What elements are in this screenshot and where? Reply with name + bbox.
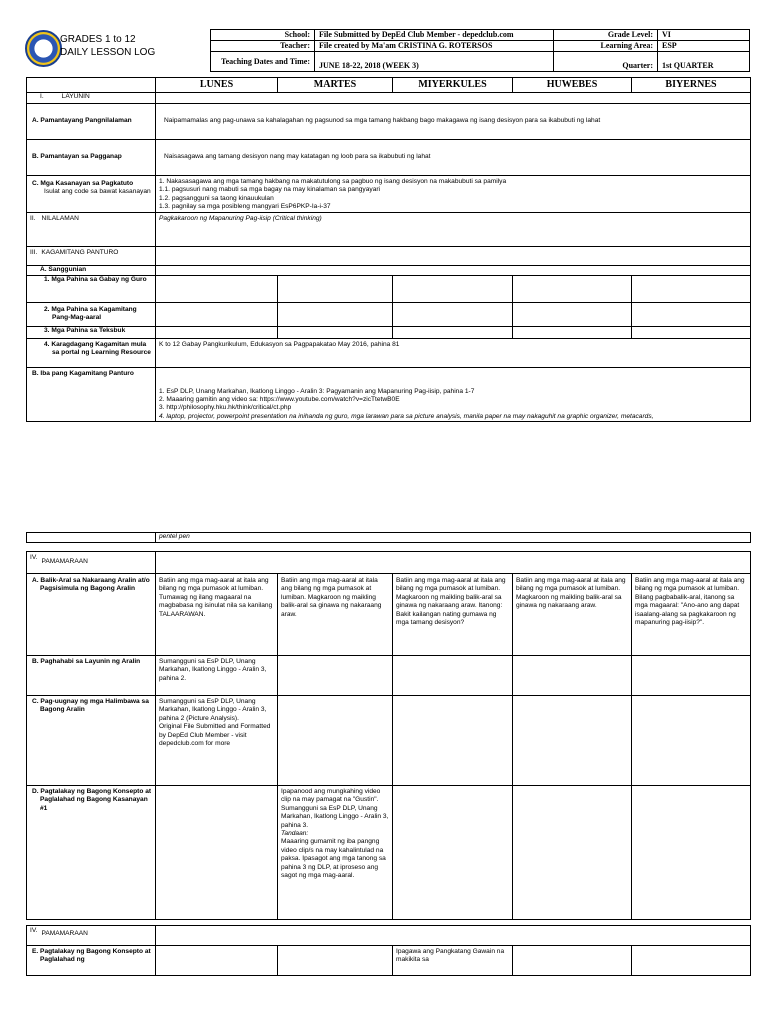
pagtalakay-2-fri	[632, 946, 751, 976]
balik-aral-label: A. Balik-Aral sa Nakaraang Aralin at/o Pagsisimula ng Bagong Aralin	[32, 577, 150, 593]
continuation-table	[26, 532, 751, 543]
grade-level-label: Grade Level:	[554, 30, 658, 41]
gabay-guro-tue	[278, 275, 393, 302]
kagamitan-roman: III.	[30, 248, 38, 256]
nilalaman-heading	[30, 215, 152, 223]
karagdagang-kagamitan-label: 4. Karagdagang Kagamitan mula sa portal ng Learning Resource	[44, 340, 151, 357]
mag-aaral-mon	[156, 302, 278, 326]
teksbuk-thu	[513, 326, 632, 338]
layunin-heading	[27, 93, 156, 104]
pag-uugnay-thu	[513, 696, 632, 786]
quarter-value: 1st QUARTER	[658, 52, 750, 72]
day-thursday: HUWEBES	[513, 78, 632, 93]
gabay-guro-thu	[513, 275, 632, 302]
continuation-blank	[27, 533, 156, 543]
pag-uugnay-label: C. Pag-uugnay ng mga Halimbawa sa Bagong Aralin	[32, 698, 149, 714]
kasanayan-sub: Isulat ang code sa bawat kasanayan	[44, 188, 151, 196]
teacher-value: File created by Ma'am CRISTINA G. ROTERSOS	[315, 41, 554, 52]
pagtalakay-1-fri	[632, 786, 751, 920]
pagtalakay-1-mon	[156, 786, 278, 920]
day-tuesday: MARTES	[278, 78, 393, 93]
form-title-line1: GRADES 1 to 12	[60, 34, 136, 45]
pamamaraan-blank	[156, 552, 751, 574]
pagtalakay-2-label: E. Pagtalakay ng Bagong Konsepto at Paglalahad ng	[32, 948, 151, 964]
gabay-guro-label: 1. Mga Pahina sa Gabay ng Guro	[44, 275, 147, 283]
pag-uugnay-mon-1: Sumangguni sa EsP DLP, Unang Markahan, Ikatlong Linggo - Aralin 3, pahina 2 (Picture Analysis).	[159, 698, 267, 722]
teksbuk-fri	[632, 326, 751, 338]
paghahabi-tue	[278, 656, 393, 696]
pamantayan-sa-pagganap-label: B. Pamantayan sa Pagganap	[32, 153, 122, 161]
pagtalakay-1-tue-2: Maaaring gumamit ng iba pangng video clip/s na may kahalintulad na paksa. Ipasagot ang mga tanong sa pahina 3 ng DLP, at iproseso ang sagot ng mga mag-aaral.	[281, 838, 386, 880]
layunin-section-row	[27, 93, 751, 104]
pagtalakay-2-thu	[513, 946, 632, 976]
mag-aaral-tue	[278, 302, 393, 326]
teksbuk-label: 3. Mga Pahina sa Teksbuk	[44, 326, 126, 334]
iba-pang-line-1: 1. EsP DLP, Unang Markahan, Ikatlong Linggo - Aralin 3: Pagyamanin ang Mapanuring Pag-iisip, pahina 1-7	[159, 387, 475, 395]
paghahabi-wed	[393, 656, 513, 696]
pamantayang-pangnilalaman-label: A. Pamantayang Pangnilalaman	[32, 117, 132, 125]
teksbuk-mon	[156, 326, 278, 338]
paghahabi-mon: Sumangguni sa EsP DLP, Unang Markahan, Ikatlong Linggo - Aralin 3, pahina 2.	[156, 656, 278, 696]
learning-area-value: ESP	[658, 41, 750, 52]
school-label: School:	[211, 30, 315, 41]
nilalaman-text: Pagkakaroon ng Mapanuring Pag-iisip (Critical thinking)	[156, 212, 751, 246]
learning-area-label: Learning Area:	[554, 41, 658, 52]
form-title-line2: DAILY LESSON LOG	[60, 47, 156, 58]
pamamaraan-table-2	[26, 925, 751, 976]
pamamaraan-table	[26, 551, 751, 920]
nilalaman-title: NILALAMAN	[41, 214, 79, 222]
balik-aral-thu: Batiin ang mga mag-aaral at itala ang bilang ng mga pumasok at lumiban. Magkaroon ng maikling balik-aral sa ginawa ng nakaraang araw.	[513, 574, 632, 656]
pag-uugnay-fri	[632, 696, 751, 786]
balik-aral-wed: Batiin ang mga mag-aaral at itala ang bilang ng mga pumasok at lumiban. Magkaroon ng maikling balik-aral sa ginawa ng nakaraang araw. Itanong: Bakit kailangan nating gumawa ng mga tamang desisyon?	[393, 574, 513, 656]
day-friday: BIYERNES	[632, 78, 751, 93]
mag-aaral-thu	[513, 302, 632, 326]
pag-uugnay-wed	[393, 696, 513, 786]
balik-aral-mon: Batiin ang mga mag-aaral at itala ang bilang ng mga pumasok at lumiban. Tumawag ng ilang magaaral na magbabasa ng isinulat nila sa kanilang TALAARAWAN.	[156, 574, 278, 656]
kasanayan-label: C. Mga Kasanayan sa Pagkatuto	[32, 180, 134, 187]
day-monday: LUNES	[156, 78, 278, 93]
teaching-dates-label: Teaching Dates and Time:	[211, 52, 315, 72]
form-title	[60, 33, 155, 59]
iba-pang-line-3: 3. http://philosophy.hku.hk/think/critical/ct.php	[159, 404, 292, 412]
sanggunian-blank	[156, 265, 751, 275]
layunin-title: LAYUNIN	[61, 93, 90, 100]
pagtalakay-2-wed: Ipagawa ang Pangkatang Gawain na makikita sa	[393, 946, 513, 976]
gabay-guro-mon	[156, 275, 278, 302]
pag-uugnay-tue	[278, 696, 393, 786]
pamantayan-sa-pagganap-text: Naisasagawa ang tamang desisyon nang may katatagan ng loob para sa ikabubuti ng lahat	[156, 140, 751, 176]
pagtalakay-1-thu	[513, 786, 632, 920]
paghahabi-label: B. Paghahabi sa Layunin ng Aralin	[32, 658, 141, 665]
paghahabi-thu	[513, 656, 632, 696]
kasanayan-line-2: 1.1. pagsusuri nang mabuti sa mga bagay na may kinalaman sa pangyayari	[159, 186, 381, 194]
nilalaman-roman: II.	[30, 214, 36, 222]
teksbuk-tue	[278, 326, 393, 338]
pagtalakay-2-tue	[278, 946, 393, 976]
iba-pang-continuation: pentel pen	[156, 533, 751, 543]
kagamitang-mag-aaral-label: 2. Mga Pahina sa Kagamitang Pang-Mag-aaral	[44, 305, 137, 322]
mag-aaral-fri	[632, 302, 751, 326]
day-wednesday: MIYERKULES	[393, 78, 513, 93]
paghahabi-fri	[632, 656, 751, 696]
iba-pang-line-2: 2. Maaaring gamitin ang video sa: https://www.youtube.com/watch?v=zicTtetwB0E	[159, 396, 400, 404]
pamamaraan-2-roman: IV.	[30, 927, 38, 934]
grade-level-value: VI	[658, 30, 750, 41]
kasanayan-line-1: 1. Nakasasagawa ang mga tamang hakbang na makatutulong sa pagbuo ng isang desisyon na makabubuti sa pamilya	[159, 178, 507, 185]
pagtalakay-2-mon	[156, 946, 278, 976]
pamamaraan-roman: IV.	[30, 554, 38, 561]
day-header-row	[27, 78, 751, 93]
corner-cell	[27, 78, 156, 93]
school-value: File Submitted by DepEd Club Member - depedclub.com	[315, 30, 554, 41]
karagdagang-kagamitan-text: K to 12 Gabay Pangkurikulum, Edukasyon sa Pagpapakatao May 2016, pahina 81	[156, 338, 751, 367]
pamamaraan-2-blank	[156, 926, 751, 946]
pagtalakay-1-label: D. Pagtalakay ng Bagong Konsepto at Paglalahad ng Bagong Kasanayan #1	[32, 788, 152, 812]
teacher-label: Teacher:	[211, 41, 315, 52]
gabay-guro-wed	[393, 275, 513, 302]
iba-pang-kagamitan-label: B. Iba pang Kagamitang Panturo	[32, 369, 134, 377]
teaching-dates-value: JUNE 18-22, 2018 (WEEK 3)	[315, 52, 554, 72]
kagamitan-blank	[156, 246, 751, 265]
gabay-guro-fri	[632, 275, 751, 302]
pamamaraan-title: PAMAMARAAN	[41, 558, 88, 565]
pagtalakay-1-tandaan: Tandaan:	[281, 830, 309, 838]
iba-pang-line-4: 4. laptop, projector, powerpoint presentation na inihanda ng guro, mga larawan para sa picture analysis, manila paper na may nakaguhit na graphic organizer, metacards,	[159, 412, 654, 420]
quarter-label: Quarter:	[554, 52, 658, 72]
layunin-blank	[156, 93, 751, 104]
deped-seal-logo	[25, 30, 62, 67]
kagamitan-title: KAGAMITANG PANTURO	[41, 248, 119, 256]
balik-aral-tue: Batiin ang mga mag-aaral at itala ang bilang ng mga pumasok at lumiban. Magkaroon ng maikling balik-aral sa ginawa ng nakaraang araw.	[278, 574, 393, 656]
mag-aaral-wed	[393, 302, 513, 326]
teksbuk-wed	[393, 326, 513, 338]
header-info-table	[210, 29, 750, 72]
kasanayan-line-3: 1.2. pagsangguni sa taong kinauukulan	[159, 194, 274, 202]
sanggunian-label: A. Sanggunian	[40, 265, 87, 273]
pamantayang-pangnilalaman-text: Naipamamalas ang pag-unawa sa kahalagahan ng pagsunod sa mga tamang hakbang bago makagawa ng isang desisyon para sa ikabubuti ng lahat	[156, 104, 751, 140]
layunin-roman: I.	[40, 93, 44, 100]
lesson-log-table	[26, 77, 751, 422]
pag-uugnay-mon-2: Original File Submitted and Formatted by DepEd Club Member - visit depedclub.com for more	[159, 723, 271, 748]
kasanayan-line-4: 1.3. pagnilay sa mga posibleng mangyari EsP6PKP-Ia-i-37	[159, 203, 331, 211]
pagtalakay-1-tue-1: Ipapanood ang mungkahing video clip na may pamagat na "Gustin". Sumangguni sa EsP DLP, Unang Markahan, Ikatlong Linggo - Aralin 3, pahina 3.	[281, 788, 389, 829]
pamamaraan-2-title: PAMAMARAAN	[41, 930, 88, 937]
balik-aral-fri: Batiin ang mga mag-aaral at itala ang bilang ng mga pumasok at lumiban. Bilang pagbabalik-aral, itanong sa mga magaaral: "Ano-ano ang dapat isaalang-alang sa pagkakaroon ng mapanuring pag-iisip?".	[632, 574, 751, 656]
pagtalakay-1-wed	[393, 786, 513, 920]
